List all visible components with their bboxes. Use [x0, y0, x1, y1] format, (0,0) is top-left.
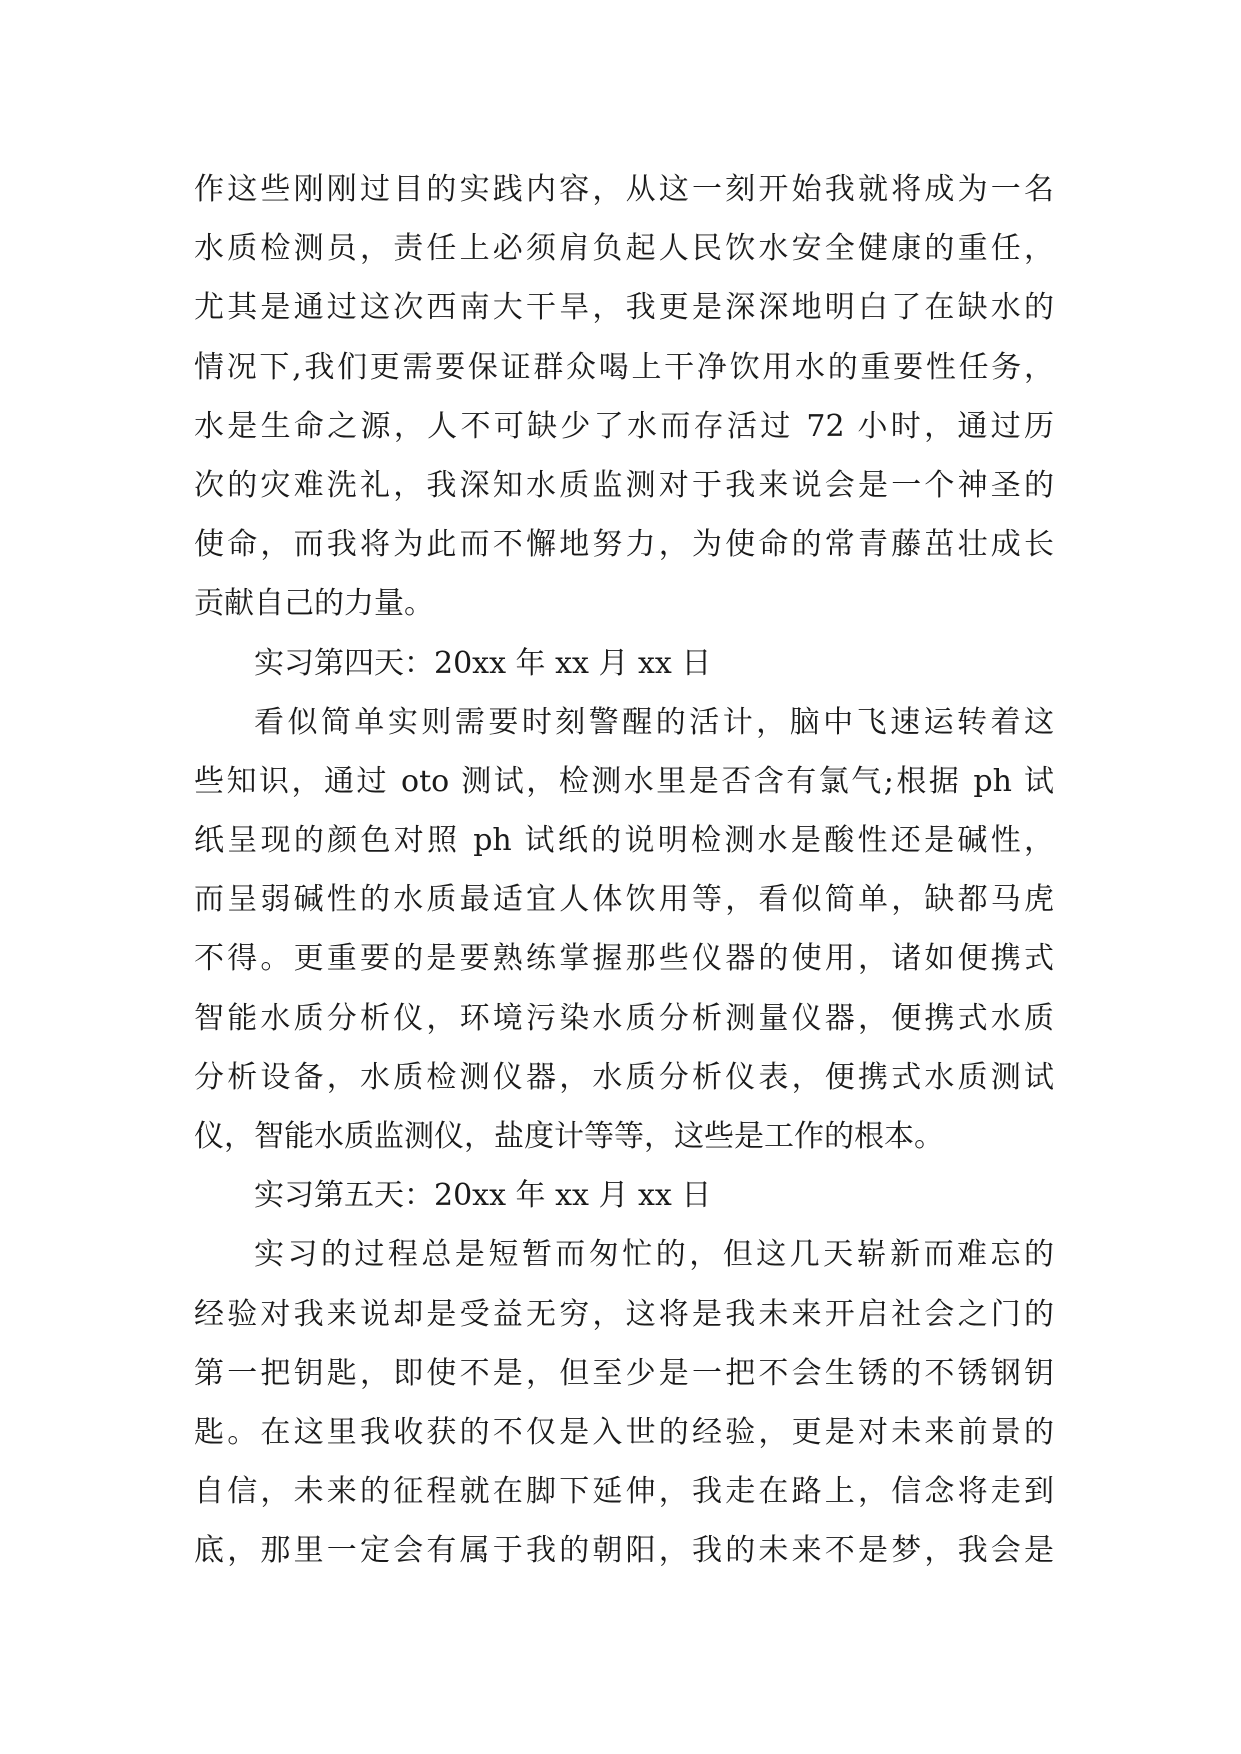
- text-line: 智能水质分析仪，环境污染水质分析测量仪器，便携式水质: [194, 1000, 1054, 1036]
- text-line: 匙。在这里我收获的不仅是入世的经验，更是对未来前景的: [194, 1414, 1054, 1450]
- text-line: 分析设备，水质检测仪器，水质分析仪表，便携式水质测试: [194, 1059, 1054, 1095]
- text-line: 情况下,我们更需要保证群众喝上干净饮用水的重要性任务，: [194, 349, 1054, 385]
- text-line: 尤其是通过这次西南大干旱，我更是深深地明白了在缺水的: [194, 290, 1054, 326]
- text-line: 经验对我来说却是受益无穷，这将是我未来开启社会之门的: [194, 1296, 1054, 1332]
- section-heading-day4: 实习第四天：20xx 年 xx 月 xx 日: [254, 645, 712, 681]
- text-line: 仪，智能水质监测仪，盐度计等等，这些是工作的根本。: [194, 1119, 944, 1154]
- text-line: 不得。更重要的是要熟练掌握那些仪器的使用，诸如便携式: [194, 941, 1054, 977]
- text-line: 自信，未来的征程就在脚下延伸，我走在路上，信念将走到: [194, 1474, 1054, 1510]
- text-line: 次的灾难洗礼，我深知水质监测对于我来说会是一个神圣的: [194, 467, 1054, 503]
- text-line: 底，那里一定会有属于我的朝阳，我的未来不是梦，我会是: [194, 1533, 1054, 1569]
- section-heading-day5: 实习第五天：20xx 年 xx 月 xx 日: [254, 1178, 712, 1214]
- text-line: 而呈弱碱性的水质最适宜人体饮用等，看似简单，缺都马虎: [194, 882, 1054, 918]
- text-line: 第一把钥匙，即使不是，但至少是一把不会生锈的不锈钢钥: [194, 1355, 1054, 1391]
- text-line: 纸呈现的颜色对照 ph 试纸的说明检测水是酸性还是碱性，: [194, 823, 1054, 859]
- text-line: 使命，而我将为此而不懈地努力，为使命的常青藤茁壮成长: [194, 527, 1054, 563]
- text-line: 些知识，通过 oto 测试，检测水里是否含有氯气;根据 ph 试: [194, 763, 1054, 799]
- text-line: 贡献自己的力量。: [194, 586, 434, 622]
- text-line: 实习的过程总是短暂而匆忙的，但这几天崭新而难忘的: [254, 1237, 1054, 1273]
- text-line: 看似简单实则需要时刻警醒的活计，脑中飞速运转着这: [254, 704, 1054, 740]
- text-line: 作这些刚刚过目的实践内容，从这一刻开始我就将成为一名: [194, 172, 1054, 207]
- text-line: 水是生命之源，人不可缺少了水而存活过 72 小时，通过历: [194, 408, 1054, 444]
- body-text: [194, 160, 1054, 1581]
- text-line: 水质检测员，责任上必须肩负起人民饮水安全健康的重任，: [194, 231, 1054, 267]
